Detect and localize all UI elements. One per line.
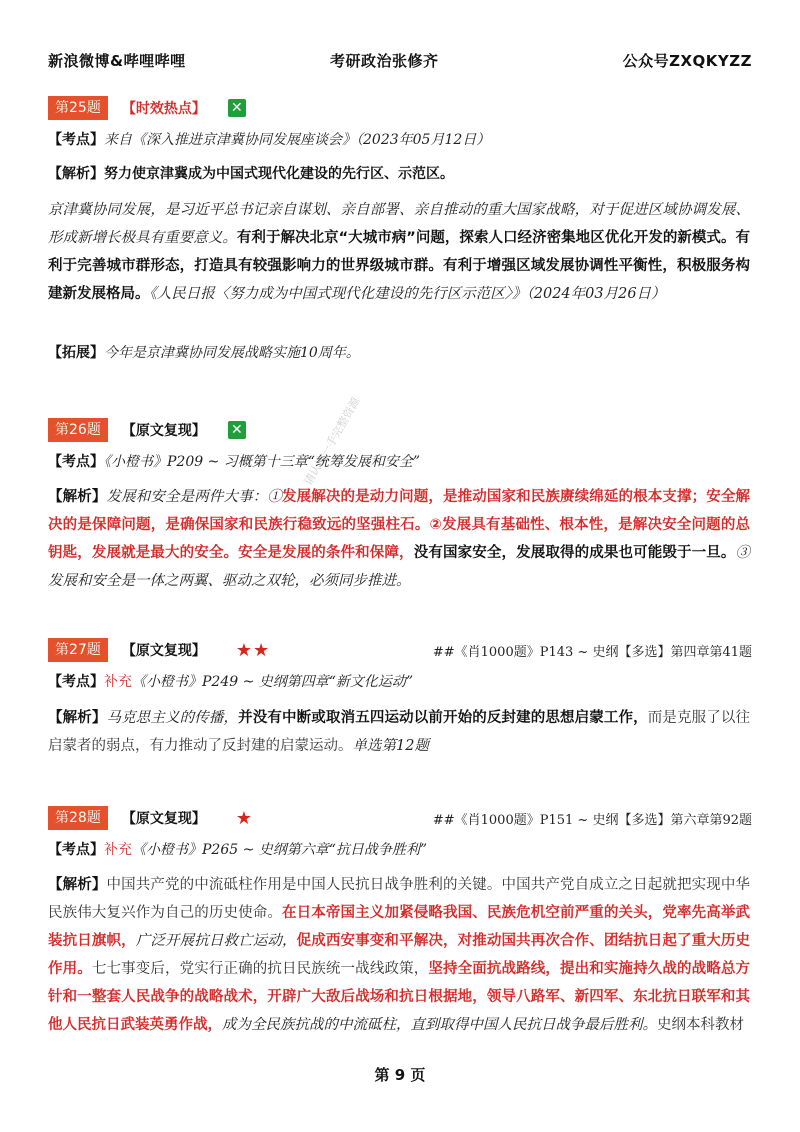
jiexi-label: 【解析】 xyxy=(48,710,107,726)
jiexi-part-2: 并没有中断或取消五四运动以前开始的反封建的思想启蒙工作， xyxy=(238,710,648,726)
question-number-badge: 第25题 xyxy=(48,96,108,120)
q27-title xyxy=(48,638,270,662)
jiexi-part-2: 在日本帝国主义加紧侵略我国、民族危机空前严重的关头，党率先高举武装抗日旗帜， xyxy=(48,905,751,949)
jiexi-part-5: 七七事变后，党实行正确的抗日民族统一战线政策， xyxy=(91,961,429,977)
q27-jiexi xyxy=(48,704,750,760)
tuozhan-text: 今年是京津冀协同发展战略实施10周年。 xyxy=(104,345,360,361)
jiexi-label: 【解析】 xyxy=(48,877,107,893)
paragraph-source: 《人民日报〈努力成为中国式现代化建设的先行区示范区〉》（2024年03月26日） xyxy=(149,286,666,302)
question-number-badge: 第26题 xyxy=(48,418,108,442)
difficulty-stars-icon: ★ xyxy=(235,807,253,829)
header-left: 新浪微博&哔哩哔哩 xyxy=(48,52,186,70)
q25-kaodian xyxy=(48,127,748,153)
jiexi-part-4: ③发展和安全是一体之两翼、驱动之双轮，必须同步推进。 xyxy=(48,545,751,589)
paragraph-part-2: 有利于解决北京“大城市病”问题，探索人口经济密集地区优化开发的新模式。有利于完善城市群形态，打造具有较强影响力的世界级城市群。有利于增强区域发展协调性平衡性，积极服务构建新发展格局。 xyxy=(48,230,750,302)
q26-jiexi xyxy=(48,483,750,595)
jiexi-part-1: 发展和安全是两件大事：① xyxy=(106,489,283,505)
kaodian-text: 《小橙书》P249 ~ 史纲第四章“新文化运动” xyxy=(132,674,414,690)
topic-tag: 【原文复现】 xyxy=(121,643,206,659)
q25-paragraph xyxy=(48,196,750,308)
q25-title xyxy=(48,96,246,120)
kaodian-supplement: 补充 xyxy=(104,674,132,690)
q25-tuozhan xyxy=(48,340,748,366)
question-number-badge: 第27题 xyxy=(48,638,108,662)
kaodian-text: 来自《深入推进京津冀协同发展座谈会》（2023年05月12日） xyxy=(104,132,491,148)
q28-title xyxy=(48,806,253,830)
jiexi-label: 【解析】 xyxy=(48,489,107,505)
q27-reference: ##《肖1000题》P143 ~ 史纲【多选】第四章第41题 xyxy=(432,645,752,660)
page-number: 第 9 页 xyxy=(374,1066,426,1084)
jiexi-part-3: 没有国家安全，发展取得的成果也可能毁于一旦。 xyxy=(413,545,736,561)
question-number-badge: 第28题 xyxy=(48,806,108,830)
q26-kaodian xyxy=(48,449,748,475)
jiexi-part-1: 中国共产党的中流砥柱作用是中国人民抗日战争胜利的关键。中国共产党自成立之日起就把实现中华民族伟大复兴作为自己的历史使命。 xyxy=(48,877,751,921)
wrong-mark-icon: ✕ xyxy=(228,99,246,117)
kaodian-label: 【考点】 xyxy=(48,674,104,690)
q26-title xyxy=(48,418,246,442)
jiexi-part-4: 促成西安事变和平解决，对推动国共再次合作、团结抗日起了重大历史作用。 xyxy=(48,933,750,977)
jiexi-part-8: 史纲本科教材 xyxy=(657,1017,744,1033)
kaodian-text: 《小橙书》P209 ~ 习概第十三章“统筹发展和安全” xyxy=(104,454,421,470)
q28-kaodian xyxy=(48,837,748,863)
header-right: 公众号ZXQKYZZ xyxy=(622,52,752,70)
q27-kaodian xyxy=(48,669,748,695)
jiexi-part-2: 发展解决的是动力问题，是推动国家和民族赓续绵延的根本支撑；安全解决的是保障问题，是确保国家和民族行稳致远的坚强柱石。②发展具有基础性、根本性，是解决安全问题的总钥匙，发展就是最大的安全。安全是发展的条件和保障， xyxy=(48,489,751,561)
header-center: 考研政治张修齐 xyxy=(330,52,439,70)
watermark: 请认准一手完整资源 xyxy=(301,395,363,488)
topic-tag: 【原文复现】 xyxy=(121,811,206,827)
jiexi-part-3: 而是克服了以往启蒙者的弱点，有力推动了反封建的启蒙运动。 xyxy=(48,710,751,754)
topic-tag: 【时效热点】 xyxy=(121,101,206,117)
q28-reference: ##《肖1000题》P151 ~ 史纲【多选】第六章第92题 xyxy=(432,813,752,828)
jiexi-part-1: 马克思主义的传播， xyxy=(106,710,239,726)
kaodian-label: 【考点】 xyxy=(48,842,104,858)
kaodian-text: 《小橙书》P265 ~ 史纲第六章“抗日战争胜利” xyxy=(132,842,428,858)
q25-jiexi xyxy=(48,161,748,187)
jiexi-part-4: 单选第12题 xyxy=(352,738,429,754)
jiexi-text: 努力使京津冀成为中国式现代化建设的先行区、示范区。 xyxy=(104,166,454,182)
kaodian-label: 【考点】 xyxy=(48,454,104,470)
q28-jiexi xyxy=(48,871,750,1039)
kaodian-supplement: 补充 xyxy=(104,842,132,858)
jiexi-part-6: 坚持全面抗战路线，提出和实施持久战的战略总方针和一整套人民战争的战略战术，开辟广大敌后战场和抗日根据地，领导八路军、新四军、东北抗日联军和其他人民抗日武装英勇作战， xyxy=(48,961,751,1033)
topic-tag: 【原文复现】 xyxy=(121,423,206,439)
jiexi-part-7: 成为全民族抗战的中流砥柱，直到取得中国人民抗日战争最后胜利。 xyxy=(222,1017,657,1033)
jiexi-part-3: 广泛开展抗日救亡运动， xyxy=(135,933,297,949)
tuozhan-label: 【拓展】 xyxy=(48,345,104,361)
jiexi-label: 【解析】 xyxy=(48,166,104,182)
difficulty-stars-icon: ★★ xyxy=(235,639,271,661)
wrong-mark-icon: ✕ xyxy=(228,421,246,439)
kaodian-label: 【考点】 xyxy=(48,132,104,148)
paragraph-part-1: 京津冀协同发展，是习近平总书记亲自谋划、亲自部署、亲自推动的重大国家战略，对于促进区域协调发展、形成新增长极具有重要意义。 xyxy=(48,202,750,246)
